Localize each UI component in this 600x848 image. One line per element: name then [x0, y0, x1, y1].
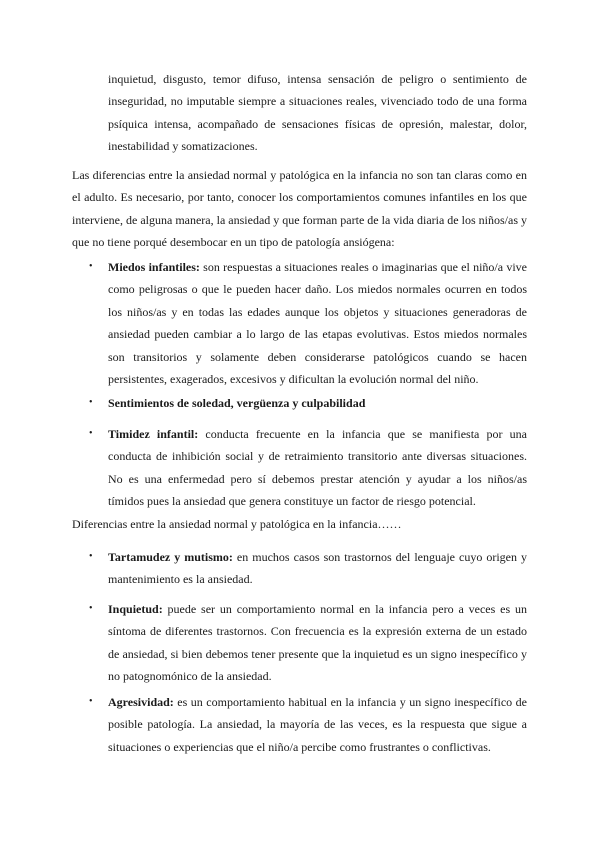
- bullet-icon: •: [89, 428, 93, 439]
- list-item-inquietud: [89, 598, 527, 688]
- description-timidez-infantil: conducta frecuente en la infancia que se manifiesta por una conducta de inhibición social y de retraimiento transitorio ante diversas situaciones. No es una enfermedad pero sí debemos prestar atención y ayudar a los niños/as tímidos pues la ansiedad que genera constituye un factor de riesgo potencial.: [108, 427, 527, 509]
- bullet-icon: •: [89, 696, 93, 707]
- bullet-icon: •: [89, 261, 93, 272]
- description-inquietud: puede ser un comportamiento normal en la infancia pero a veces es un síntoma de diferentes trastornos. Con frecuencia es la expresión externa de un estado de ansiedad, si bien debemos tener presente que la inquietud es un signo inespecífico y no patognomónico de la ansiedad.: [108, 602, 527, 684]
- bullet-icon: •: [89, 551, 93, 562]
- list-item-timidez-infantil: [89, 423, 527, 513]
- intro-continuation: inquietud, disgusto, temor difuso, intensa sensación de peligro o sentimiento de inseguridad, no imputable siempre a situaciones reales, vivenciado todo de una forma psíquica intensa, acompañado de sensaciones físicas de opresión, malestar, dolor, inestabilidad y somatizaciones.: [108, 72, 527, 154]
- description-miedos-infantiles: son respuestas a situaciones reales o imaginarias que el niño/a vive como peligrosas o que le pueden hacer daño. Los miedos normales ocurren en todos los niños/as y en todas las edades aunque los objetos y situaciones generadoras de ansiedad pueden cambiar a lo largo de las etapas evolutivas. Estos miedos normales son transitorios y solamente deben considerarse patológicos cuando se hacen persistentes, exagerados, excesivos y dificultan la evolución normal del niño.: [108, 260, 527, 387]
- bullet-icon: •: [89, 603, 93, 614]
- description-agresividad: es un comportamiento habitual en la infancia y un signo inespecífico de posible patología. La ansiedad, la mayoría de las veces, es la respuesta que sigue a situaciones o experiencias que el niño/a percibe como frustrantes o conflictivas.: [108, 695, 527, 754]
- paragraph-continuation-heading: Diferencias entre la ansiedad normal y patológica en la infancia……: [72, 517, 402, 531]
- description-tartamudez: en muchos casos son trastornos del lenguaje cuyo origen y mantenimiento es la ansiedad.: [108, 550, 527, 587]
- list-item-agresividad: [89, 691, 527, 758]
- list-item-tartamudez: [89, 546, 527, 591]
- term-agresividad: Agresividad:: [108, 695, 174, 709]
- list-item-sentimientos: [89, 392, 527, 414]
- term-sentimientos: Sentimientos de soledad, vergüenza y culpabilidad: [108, 396, 366, 410]
- bullet-icon: •: [89, 397, 93, 408]
- term-tartamudez: Tartamudez y mutismo:: [108, 550, 233, 564]
- paragraph-anxiety-differences: Las diferencias entre la ansiedad normal y patológica en la infancia no son tan claras como en el adulto. Es necesario, por tanto, conocer los comportamientos comunes infantiles en los que interviene, de alguna manera, la ansiedad y que forman parte de la vida diaria de los niños/as y que no tiene porqué desembocar en un tipo de patología ansiógena:: [72, 168, 527, 250]
- term-inquietud: Inquietud:: [108, 602, 163, 616]
- term-miedos-infantiles: Miedos infantiles:: [108, 260, 200, 274]
- term-timidez-infantil: Timidez infantil:: [108, 427, 199, 441]
- list-item-miedos-infantiles: [89, 256, 527, 390]
